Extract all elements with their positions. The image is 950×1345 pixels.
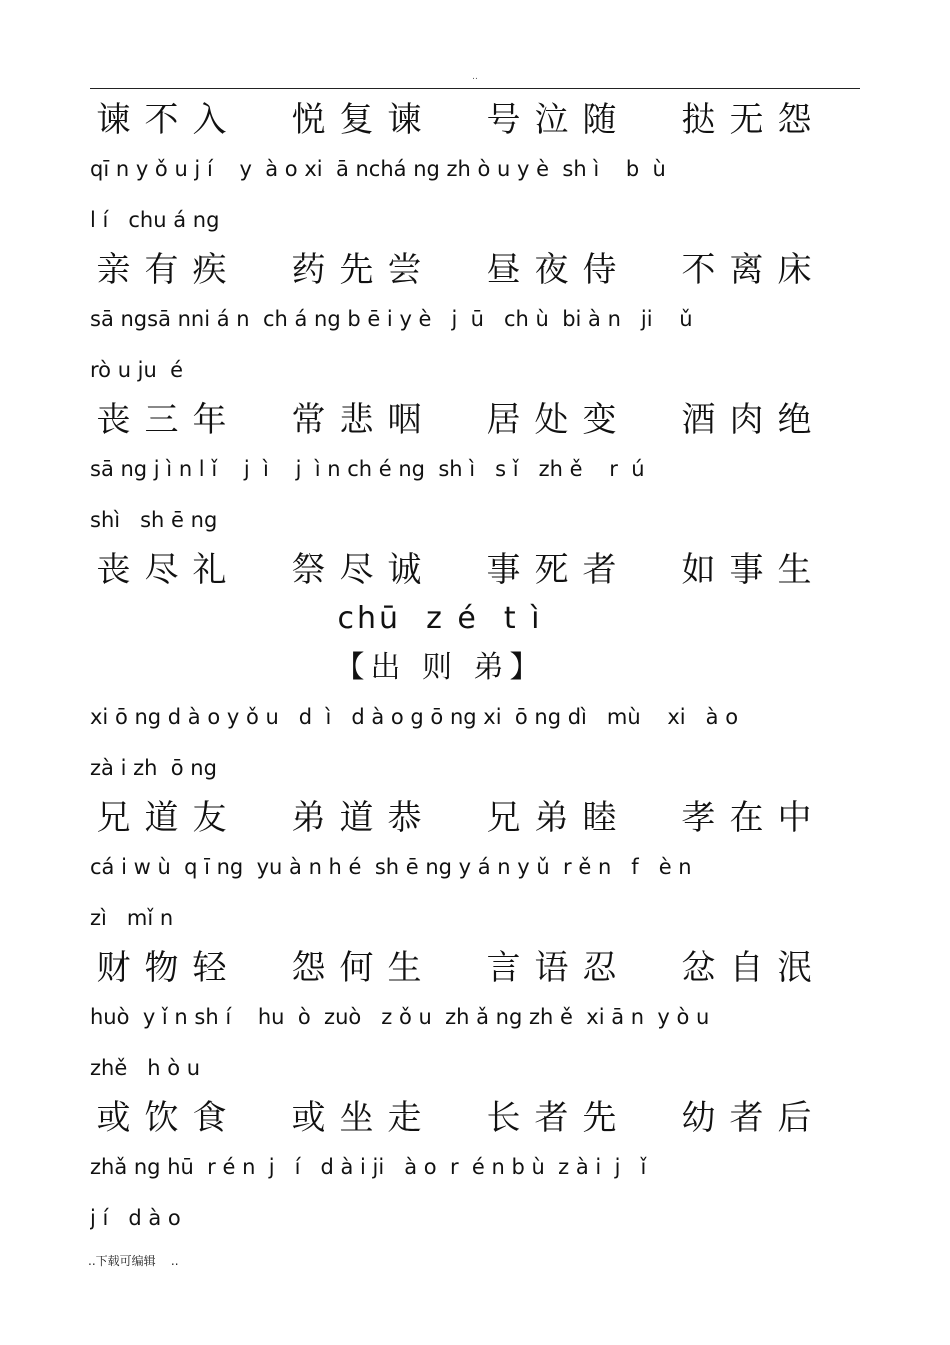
hanzi-char: 入 (192, 100, 228, 140)
hanzi-char: 无 (729, 100, 765, 140)
hanzi-char: 有 (144, 250, 180, 290)
section-title-pinyin: chū z é t ì (337, 601, 543, 636)
verse-phrase (285, 546, 480, 594)
hanzi-char: 三 (144, 400, 180, 440)
hanzi-char: 者 (582, 550, 618, 590)
verse-phrase (90, 396, 285, 444)
hanzi-char: 或 (291, 1098, 327, 1138)
hanzi-char: 语 (534, 948, 570, 988)
hanzi-char: 如 (681, 550, 717, 590)
hanzi-char: 事 (486, 550, 522, 590)
hanzi-char: 者 (729, 1098, 765, 1138)
hanzi-char: 先 (582, 1098, 618, 1138)
hanzi-char: 亲 (96, 250, 132, 290)
verse-line (90, 546, 820, 594)
pinyin-line: cá i w ù q ī ng yu à n h é sh ē ng y á n y ǔ r ě n f è n (90, 855, 692, 879)
hanzi-char: 居 (486, 400, 522, 440)
hanzi-char: 生 (387, 948, 423, 988)
hanzi-char: 孝 (681, 798, 717, 838)
hanzi-char: 疾 (192, 250, 228, 290)
hanzi-char: 忍 (582, 948, 618, 988)
hanzi-char: 走 (387, 1098, 423, 1138)
hanzi-char: 随 (582, 100, 618, 140)
hanzi-char: 诚 (387, 550, 423, 590)
verse-phrase (480, 794, 675, 842)
hanzi-char: 言 (486, 948, 522, 988)
hanzi-char: 死 (534, 550, 570, 590)
verse-phrase (675, 1094, 815, 1142)
hanzi-char: 事 (729, 550, 765, 590)
verse-phrase (285, 396, 480, 444)
verse-phrase (675, 944, 815, 992)
hanzi-char: 何 (339, 948, 375, 988)
hanzi-char: 睦 (582, 798, 618, 838)
verse-line (90, 944, 820, 992)
hanzi-char: 药 (291, 250, 327, 290)
verse-phrase (90, 546, 285, 594)
hanzi-char: 生 (777, 550, 813, 590)
pinyin-line: shì sh ē ng (90, 508, 218, 532)
hanzi-char: 侍 (582, 250, 618, 290)
hanzi-char: 酒 (681, 400, 717, 440)
pinyin-line: zhǎ ng hū r é n j í d à i ji à o r é n b ù z à i j ǐ (90, 1155, 647, 1179)
pinyin-line: zì mǐ n (90, 906, 174, 930)
hanzi-char: 怨 (291, 948, 327, 988)
verse-phrase (675, 794, 815, 842)
hanzi-char: 兄 (486, 798, 522, 838)
verse-phrase (480, 546, 675, 594)
verse-phrase (90, 246, 285, 294)
hanzi-char: 绝 (777, 400, 813, 440)
verse-phrase (675, 96, 815, 144)
hanzi-char: 财 (96, 948, 132, 988)
verse-line (90, 96, 820, 144)
hanzi-char: 道 (339, 798, 375, 838)
verse-line (90, 396, 820, 444)
hanzi-char: 坐 (339, 1098, 375, 1138)
hanzi-char: 昼 (486, 250, 522, 290)
pinyin-line: qī n y ǒ u j í y à o xi ā nchá ng zh ò u y è sh ì b ù (90, 157, 666, 181)
hanzi-char: 食 (192, 1098, 228, 1138)
hanzi-char: 尽 (339, 550, 375, 590)
hanzi-char: 尝 (387, 250, 423, 290)
hanzi-char: 饮 (144, 1098, 180, 1138)
hanzi-char: 怨 (777, 100, 813, 140)
verse-phrase (675, 246, 815, 294)
hanzi-char: 先 (339, 250, 375, 290)
verse-line (90, 794, 820, 842)
verse-phrase (90, 96, 285, 144)
verse-phrase (90, 794, 285, 842)
verse-phrase (285, 794, 480, 842)
hanzi-char: 咽 (387, 400, 423, 440)
hanzi-char: 处 (534, 400, 570, 440)
verse-phrase (675, 396, 815, 444)
hanzi-char: 常 (291, 400, 327, 440)
hanzi-char: 挞 (681, 100, 717, 140)
pinyin-line: j í d à o (90, 1206, 181, 1230)
verse-phrase (480, 246, 675, 294)
verse-phrase (675, 546, 815, 594)
hanzi-char: 友 (192, 798, 228, 838)
pinyin-line: zà i zh ō ng (90, 756, 217, 780)
hanzi-char: 变 (582, 400, 618, 440)
pinyin-line: huò y ǐ n sh í hu ò zuò z ǒ u zh ǎ ng zh ě xi ā n y ò u (90, 1005, 710, 1029)
verse-phrase (90, 1094, 285, 1142)
hanzi-char: 物 (144, 948, 180, 988)
hanzi-char: 兄 (96, 798, 132, 838)
hanzi-char: 幼 (681, 1098, 717, 1138)
verse-phrase (480, 944, 675, 992)
verse-line (90, 1094, 820, 1142)
pinyin-line: rò u ju é (90, 358, 184, 382)
hanzi-char: 礼 (192, 550, 228, 590)
hanzi-char: 号 (486, 100, 522, 140)
hanzi-char: 在 (729, 798, 765, 838)
hanzi-char: 丧 (96, 550, 132, 590)
hanzi-char: 泯 (777, 948, 813, 988)
document-body (90, 96, 820, 1244)
hanzi-char: 不 (681, 250, 717, 290)
hanzi-char: 泣 (534, 100, 570, 140)
hanzi-char: 长 (486, 1098, 522, 1138)
verse-phrase (90, 944, 285, 992)
pinyin-line: zhě h ò u (90, 1056, 201, 1080)
hanzi-char: 祭 (291, 550, 327, 590)
verse-phrase (285, 246, 480, 294)
hanzi-char: 道 (144, 798, 180, 838)
section-title: 【出 则 弟】 (334, 650, 546, 685)
verse-line (90, 246, 820, 294)
hanzi-char: 悦 (291, 100, 327, 140)
header-rule (90, 88, 860, 89)
hanzi-char: 丧 (96, 400, 132, 440)
hanzi-char: 悲 (339, 400, 375, 440)
hanzi-char: 或 (96, 1098, 132, 1138)
pinyin-line: sā ngsā nni á n ch á ng b ē i y è j ū ch ù bi à n ji ǔ (90, 307, 693, 331)
hanzi-char: 复 (339, 100, 375, 140)
verse-phrase (480, 1094, 675, 1142)
pinyin-line: l í chu á ng (90, 208, 220, 232)
hanzi-char: 谏 (96, 100, 132, 140)
hanzi-char: 夜 (534, 250, 570, 290)
header-mark: .. (472, 72, 478, 82)
hanzi-char: 弟 (291, 798, 327, 838)
hanzi-char: 年 (192, 400, 228, 440)
hanzi-char: 恭 (387, 798, 423, 838)
hanzi-char: 床 (777, 250, 813, 290)
verse-phrase (480, 396, 675, 444)
hanzi-char: 中 (777, 798, 813, 838)
hanzi-char: 肉 (729, 400, 765, 440)
verse-phrase (285, 96, 480, 144)
hanzi-char: 轻 (192, 948, 228, 988)
hanzi-char: 离 (729, 250, 765, 290)
page-footer: ..下载可编辑 .. (88, 1254, 179, 1268)
verse-phrase (480, 96, 675, 144)
hanzi-char: 不 (144, 100, 180, 140)
verse-phrase (285, 944, 480, 992)
hanzi-char: 谏 (387, 100, 423, 140)
hanzi-char: 弟 (534, 798, 570, 838)
hanzi-char: 尽 (144, 550, 180, 590)
pinyin-line: sā ng j ì n l ǐ j ì j ì n ch é ng sh ì s ǐ zh ě r ú (90, 457, 645, 481)
pinyin-line: xi ō ng d à o y ǒ u d ì d à o g ō ng xi ō ng dì mù xi à o (90, 705, 739, 729)
hanzi-char: 后 (777, 1098, 813, 1138)
hanzi-char: 自 (729, 948, 765, 988)
verse-phrase (285, 1094, 480, 1142)
hanzi-char: 者 (534, 1098, 570, 1138)
hanzi-char: 忿 (681, 948, 717, 988)
